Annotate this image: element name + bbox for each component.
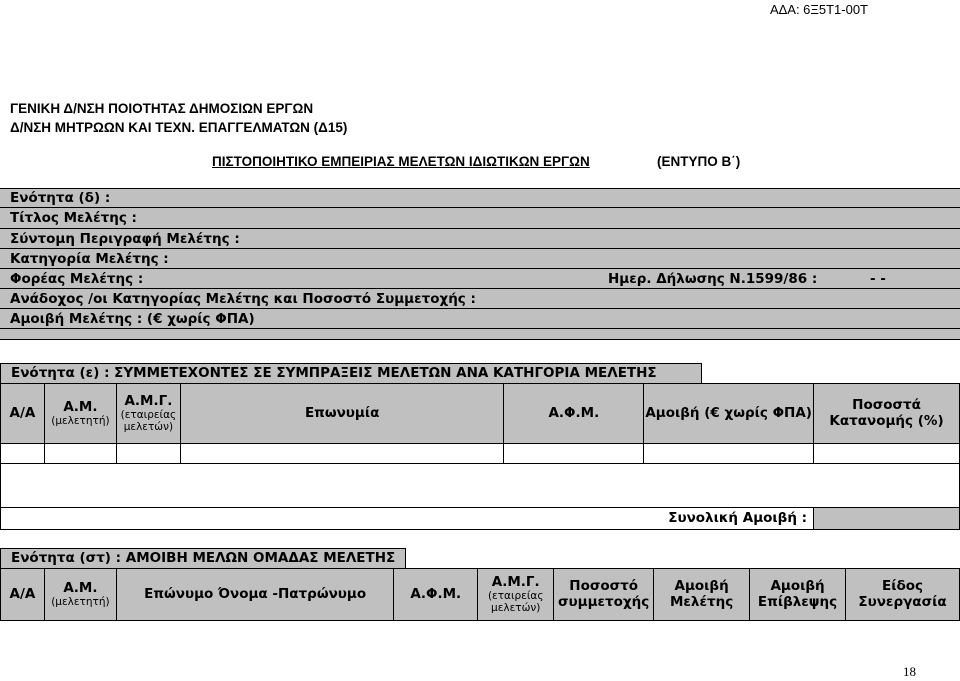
col-am	[44, 569, 116, 621]
col-supervision-fee: Αμοιβή Επίβλεψης	[750, 569, 846, 621]
col-fee: Αμοιβή (€ χωρίς ΦΠΑ)	[644, 384, 814, 444]
table-cell[interactable]	[814, 444, 960, 464]
section-e-heading: Ενότητα (ε) : ΣΥΜΜΕΤΕΧΟΝΤΕΣ ΣΕ ΣΥΜΠΡΑΞΕΙΣ ΜΕΛΕΤΩΝ ΑΝΑ ΚΑΤΗΓΟΡΙΑ ΜΕΛΕΤΗΣ	[11, 365, 657, 381]
col-amg-sub: (εταιρείας μελετών)	[487, 590, 544, 615]
study-description-label: Σύντομη Περιγραφή Μελέτης :	[10, 231, 240, 247]
table-cell[interactable]	[116, 444, 180, 464]
col-am-sub: (μελετητή)	[51, 415, 110, 428]
col-pct: Ποσοστά Κατανομής (%)	[814, 384, 960, 444]
section-st-heading: Ενότητα (στ) : ΑΜΟΙΒΗ ΜΕΛΩΝ ΟΜΑΔΑΣ ΜΕΛΕΤΗΣ	[11, 550, 396, 566]
col-amg	[478, 569, 554, 621]
contractor-label: Ανάδοχος /οι Κατηγορίας Μελέτης και Ποσοστό Συμμετοχής :	[10, 291, 476, 307]
table-cell[interactable]	[44, 444, 116, 464]
total-row	[1, 508, 960, 530]
study-fee-label: Αμοιβή Μελέτης : (€ χωρίς ΦΠΑ)	[10, 311, 255, 327]
col-afm: Α.Φ.Μ.	[504, 384, 644, 444]
section-e-table	[0, 383, 960, 530]
col-afm: Α.Φ.Μ.	[394, 569, 478, 621]
col-aa: Α/Α	[1, 384, 45, 444]
col-participation: Ποσοστό συμμετοχής	[554, 569, 654, 621]
table-row	[1, 444, 960, 464]
col-amg-label: Α.Μ.Γ.	[491, 573, 540, 590]
table-cell[interactable]	[644, 444, 814, 464]
table-cell[interactable]	[1, 464, 960, 508]
document-code: ΑΔΑ: 6Ξ5Τ1-00Τ	[769, 2, 868, 17]
col-am-sub: (μελετητή)	[51, 596, 110, 609]
section-st-table	[0, 568, 960, 621]
section-st-header-row	[1, 569, 960, 621]
total-fee-label: Συνολική Αμοιβή :	[504, 508, 814, 530]
col-am-label: Α.Μ.	[63, 579, 98, 596]
header-line-1: ΓΕΝΙΚΗ Δ/ΝΣΗ ΠΟΙΟΤΗΤΑΣ ΔΗΜΟΣΙΩΝ ΕΡΓΩΝ	[10, 101, 314, 116]
study-title-label: Τίτλος Μελέτης :	[10, 210, 137, 226]
col-am-label: Α.Μ.	[63, 398, 98, 415]
col-amg-sub: (εταιρείας μελετών)	[120, 409, 177, 434]
section-st-heading-bar	[0, 548, 406, 568]
page-title: ΠΙΣΤΟΠΟΙΗΤΙΚΟ ΕΜΠΕΙΡΙΑΣ ΜΕΛΕΤΩΝ ΙΔΙΩΤΙΚΩΝ ΕΡΓΩΝ	[212, 154, 590, 169]
col-amg	[116, 384, 180, 444]
table-row	[1, 464, 960, 508]
study-category-label: Κατηγορία Μελέτης :	[10, 251, 169, 267]
col-am	[44, 384, 116, 444]
col-study-fee: Αμοιβή Μελέτης	[654, 569, 750, 621]
col-fullname: Επώνυμο Όνομα -Πατρώνυμο	[116, 569, 393, 621]
table-cell[interactable]	[1, 444, 45, 464]
table-cell[interactable]	[504, 444, 644, 464]
declaration-date-label: Ημερ. Δήλωσης Ν.1599/86 :	[608, 271, 818, 287]
section-e-header-row	[1, 384, 960, 444]
declaration-date-value: - -	[870, 271, 886, 287]
section-d-heading: Ενότητα (δ) :	[10, 190, 111, 206]
col-cooperation-type: Είδος Συνεργασία	[846, 569, 960, 621]
section-d-block	[0, 188, 960, 340]
col-amg-label: Α.Μ.Γ.	[124, 392, 173, 409]
total-fee-value[interactable]	[814, 508, 960, 530]
form-type: (ΕΝΤΥΠΟ Β΄)	[657, 154, 741, 169]
page-number: 18	[903, 664, 916, 679]
table-cell[interactable]	[180, 444, 504, 464]
col-aa: Α/Α	[1, 569, 45, 621]
col-name: Επωνυμία	[180, 384, 504, 444]
section-e-heading-bar	[0, 363, 702, 383]
study-agency-label: Φορέας Μελέτης :	[10, 271, 144, 287]
header-line-2: Δ/ΝΣΗ ΜΗΤΡΩΩΝ ΚΑΙ ΤΕΧΝ. ΕΠΑΓΓΕΛΜΑΤΩΝ (Δ15)	[10, 120, 348, 135]
